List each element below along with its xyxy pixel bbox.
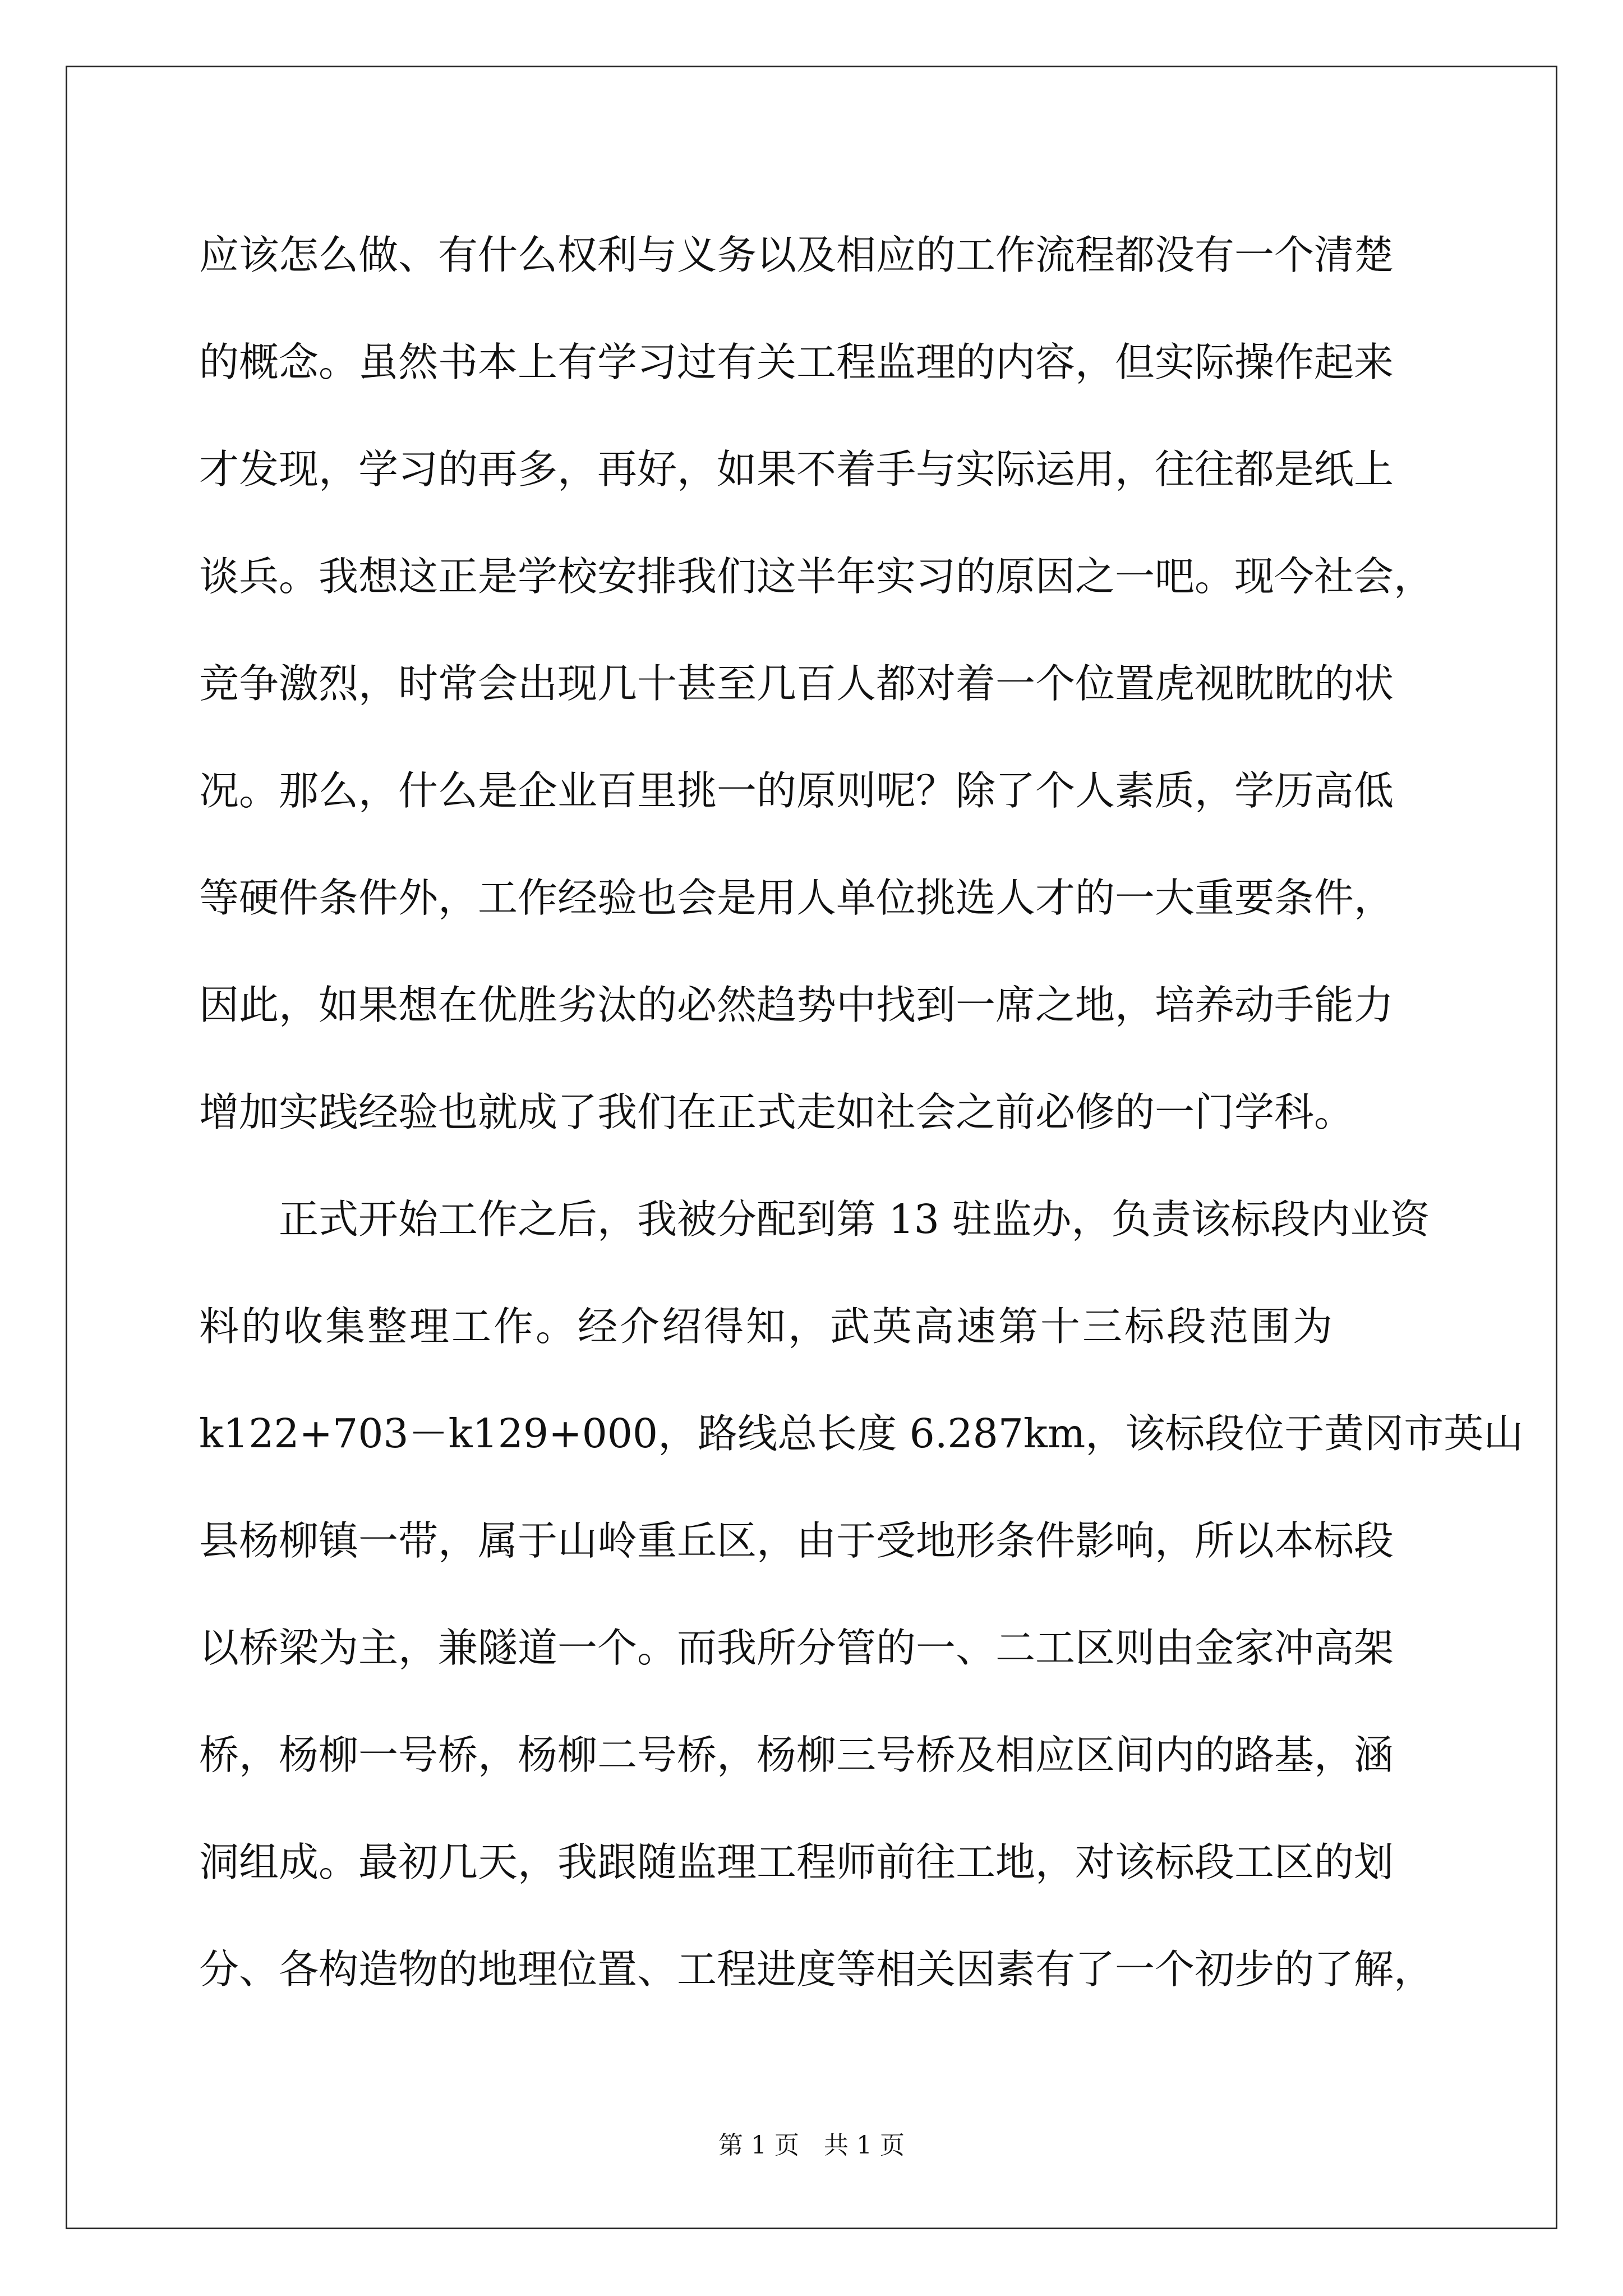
page-footer: 第 1 页 共 1 页 xyxy=(718,2131,905,2160)
text-line: 料的收集整理工作。经介绍得知，武英高速第十三标段范围为 xyxy=(199,1303,1335,1350)
text-line: 等硬件条件外，工作经验也会是用人单位挑选人才的一大重要条件， xyxy=(199,875,1394,921)
text-line: 况。那么，什么是企业百里挑一的原则呢？除了个人素质，学历高低 xyxy=(199,767,1394,814)
text-line: k122+703－k129+000，路线总长度 6.287km，该标段位于黄冈市英山 xyxy=(199,1410,1524,1457)
paragraph-start-line: 正式开始工作之后，我被分配到第 13 驻监办，负责该标段内业资 xyxy=(199,1196,1430,1243)
text-line: 增加实践经验也就成了我们在正式走如社会之前必修的一门学科。 xyxy=(199,1089,1354,1135)
text-line: 以桥梁为主，兼隧道一个。而我所分管的一、二工区则由金家冲高架 xyxy=(199,1625,1394,1671)
text-line: 分、各构造物的地理位置、工程进度等相关因素有了一个初步的了解， xyxy=(199,1946,1434,1993)
text-line: 桥，杨柳一号桥，杨柳二号桥，杨柳三号桥及相应区间内的路基，涵 xyxy=(199,1732,1394,1778)
text-line: 应该怎么做、有什么权利与义务以及相应的工作流程都没有一个清楚 xyxy=(199,232,1394,278)
text-line: 的概念。虽然书本上有学习过有关工程监理的内容，但实际操作起来 xyxy=(199,339,1394,385)
text-line: 县杨柳镇一带，属于山岭重丘区，由于受地形条件影响，所以本标段 xyxy=(199,1517,1394,1564)
text-line: 竞争激烈，时常会出现几十甚至几百人都对着一个位置虎视眈眈的状 xyxy=(199,660,1394,707)
text-line: 才发现，学习的再多，再好，如果不着手与实际运用，往往都是纸上 xyxy=(199,446,1394,493)
text-line: 谈兵。我想这正是学校安排我们这半年实习的原因之一吧。现今社会， xyxy=(199,553,1434,600)
text-line: 洞组成。最初几天，我跟随监理工程师前往工地，对该标段工区的划 xyxy=(199,1839,1394,1885)
text-line: 因此，如果想在优胜劣汰的必然趋势中找到一席之地，培养动手能力 xyxy=(199,982,1394,1028)
